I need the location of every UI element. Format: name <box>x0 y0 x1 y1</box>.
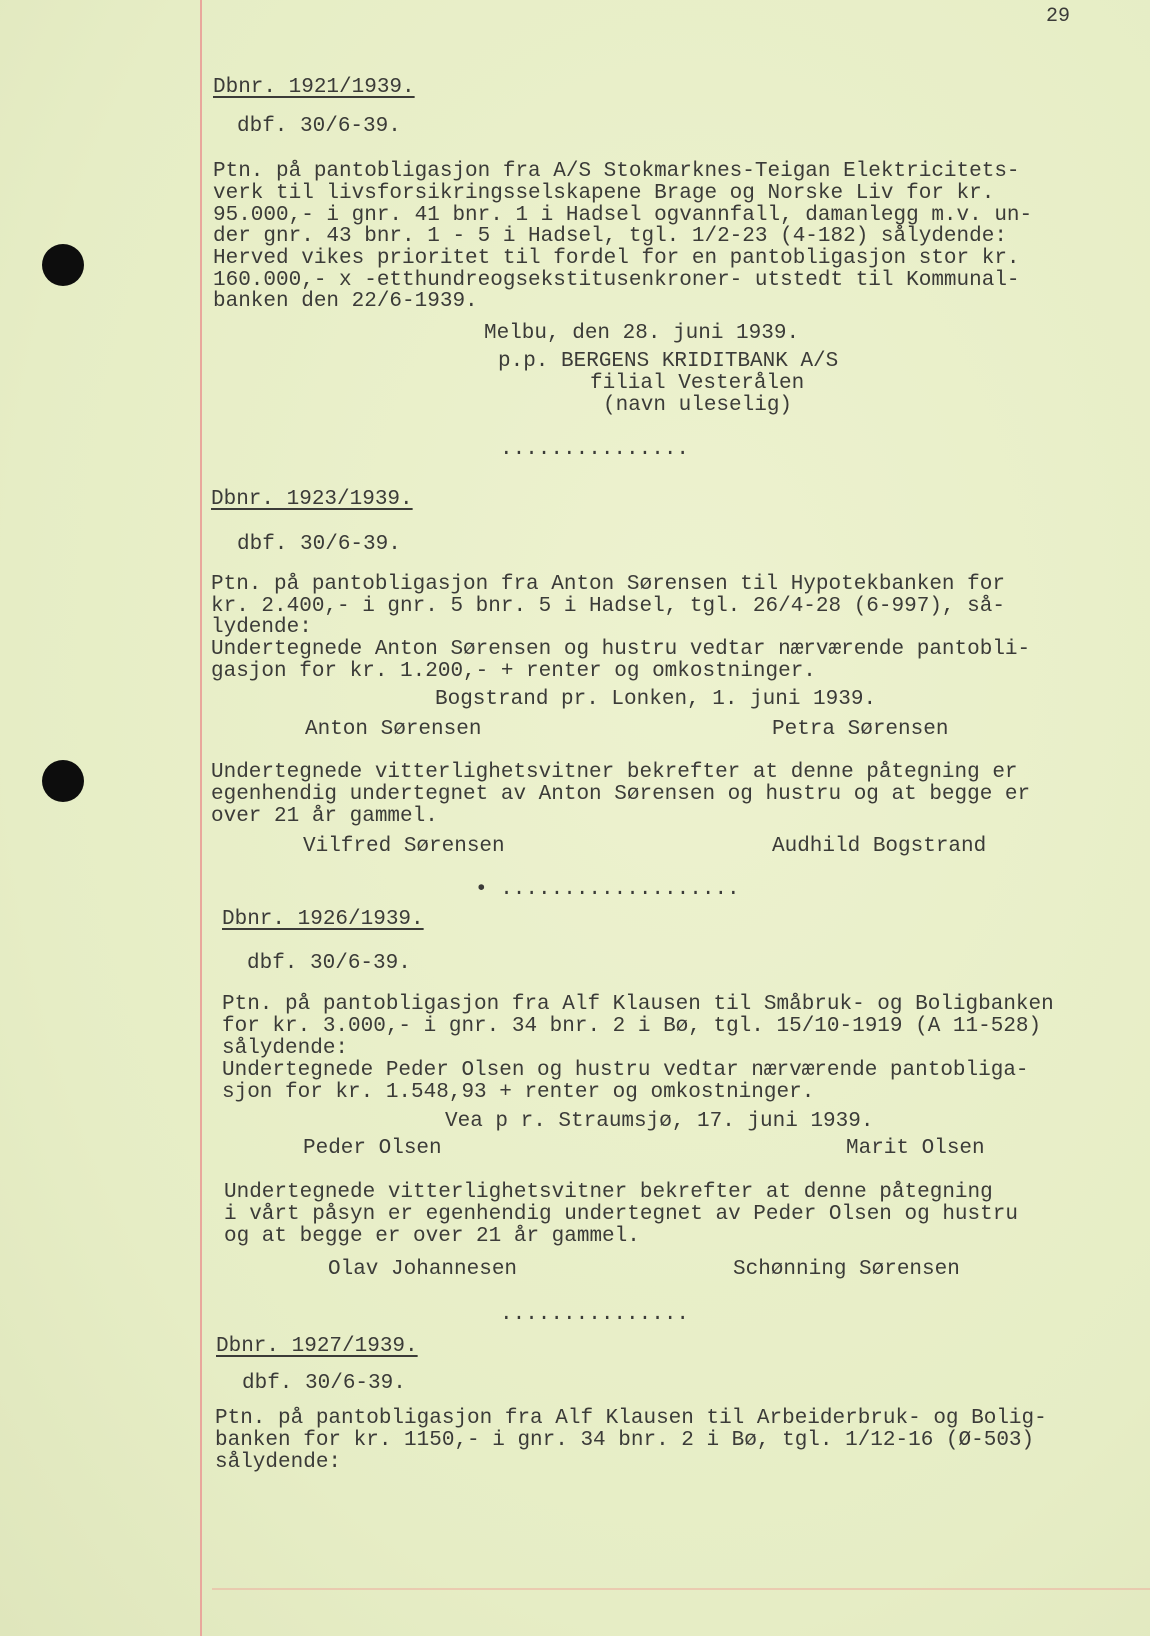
text-line: Ptn. på pantobligasjon fra Alf Klausen til Arbeiderbruk- og Bolig- <box>215 1407 1047 1430</box>
signature-line: (navn uleselig) <box>603 394 793 417</box>
entry-dbf: dbf. 30/6-39. <box>237 533 401 556</box>
signer-name: Marit Olsen <box>846 1137 985 1160</box>
punch-hole <box>42 760 84 802</box>
place-date: Bogstrand pr. Lonken, 1. juni 1939. <box>435 688 877 711</box>
witness-text-line: i vårt påsyn er egenhendig undertegnet av Peder Olsen og hustru <box>224 1203 1018 1226</box>
entry-heading: Dbnr. 1923/1939. <box>211 488 413 511</box>
separator: • ................... <box>475 878 740 901</box>
text-line: Ptn. på pantobligasjon fra Alf Klausen til Småbruk- og Boligbanken <box>222 993 1054 1016</box>
text-line: for kr. 3.000,- i gnr. 34 bnr. 2 i Bø, tgl. 15/10-1919 (A 11-528) <box>222 1015 1042 1038</box>
witness-name: Vilfred Sørensen <box>303 835 505 858</box>
signer-name: Petra Sørensen <box>772 718 949 741</box>
text-line: 160.000,- x -etthundreogsekstitusenkroner- utstedt til Kommunal- <box>213 269 1020 292</box>
text-line: der gnr. 43 bnr. 1 - 5 i Hadsel, tgl. 1/2-23 (4-182) sålydende: <box>213 225 1007 248</box>
witness-text-line: over 21 år gammel. <box>211 805 438 828</box>
text-line: sålydende: <box>222 1037 349 1060</box>
entry-heading: Dbnr. 1927/1939. <box>216 1335 418 1358</box>
text-line: banken den 22/6-1939. <box>213 290 478 313</box>
text-line: kr. 2.400,- i gnr. 5 bnr. 5 i Hadsel, tgl. 26/4-28 (6-997), så- <box>211 595 1005 618</box>
place-date: Vea p r. Straumsjø, 17. juni 1939. <box>445 1110 874 1133</box>
text-line: Undertegnede Peder Olsen og hustru vedtar nærværende pantobliga- <box>222 1059 1029 1082</box>
text-line: Ptn. på pantobligasjon fra Anton Sørensen til Hypotekbanken for <box>211 573 1005 596</box>
entry-heading: Dbnr. 1921/1939. <box>213 76 415 99</box>
place-date: Melbu, den 28. juni 1939. <box>484 322 800 345</box>
entry-dbf: dbf. 30/6-39. <box>247 952 411 975</box>
punch-hole <box>42 244 84 286</box>
text-line: Undertegnede Anton Sørensen og hustru vedtar nærværende pantobli- <box>211 638 1031 661</box>
witness-name: Audhild Bogstrand <box>772 835 987 858</box>
witness-text-line: og at begge er over 21 år gammel. <box>224 1225 640 1248</box>
margin-line <box>200 0 202 1636</box>
witness-name: Schønning Sørensen <box>733 1258 960 1281</box>
witness-text-line: Undertegnede vitterlighetsvitner bekrefter at denne påtegning <box>224 1181 993 1204</box>
text-line: verk til livsforsikringsselskapene Brage og Norske Liv for kr. <box>213 182 995 205</box>
signature-line: filial Vesterålen <box>590 372 805 395</box>
text-line: gasjon for kr. 1.200,- + renter og omkostninger. <box>211 660 816 683</box>
separator: ............... <box>500 438 690 461</box>
signer-name: Anton Sørensen <box>305 718 482 741</box>
bottom-margin-line <box>212 1588 1150 1590</box>
witness-text-line: egenhendig undertegnet av Anton Sørensen og hustru og at begge er <box>211 783 1031 806</box>
text-line: banken for kr. 1150,- i gnr. 34 bnr. 2 i Bø, tgl. 1/12-16 (Ø-503) <box>215 1429 1035 1452</box>
text-line: lydende: <box>211 616 312 639</box>
page-number: 29 <box>1046 5 1071 28</box>
witness-text-line: Undertegnede vitterlighetsvitner bekrefter at denne påtegning er <box>211 761 1018 784</box>
text-line: sjon for kr. 1.548,93 + renter og omkostninger. <box>222 1081 815 1104</box>
text-line: Herved vikes prioritet til fordel for en pantobligasjon stor kr. <box>213 247 1020 270</box>
text-line: 95.000,- i gnr. 41 bnr. 1 i Hadsel ogvannfall, damanlegg m.v. un- <box>213 204 1033 227</box>
witness-name: Olav Johannesen <box>328 1258 518 1281</box>
separator: ............... <box>500 1303 690 1326</box>
text-line: Ptn. på pantobligasjon fra A/S Stokmarknes-Teigan Elektricitets- <box>213 160 1020 183</box>
signer-name: Peder Olsen <box>303 1137 442 1160</box>
entry-dbf: dbf. 30/6-39. <box>237 115 401 138</box>
text-line: sålydende: <box>215 1451 342 1474</box>
signature-line: p.p. BERGENS KRIDITBANK A/S <box>498 350 839 373</box>
entry-heading: Dbnr. 1926/1939. <box>222 908 424 931</box>
entry-dbf: dbf. 30/6-39. <box>242 1372 406 1395</box>
